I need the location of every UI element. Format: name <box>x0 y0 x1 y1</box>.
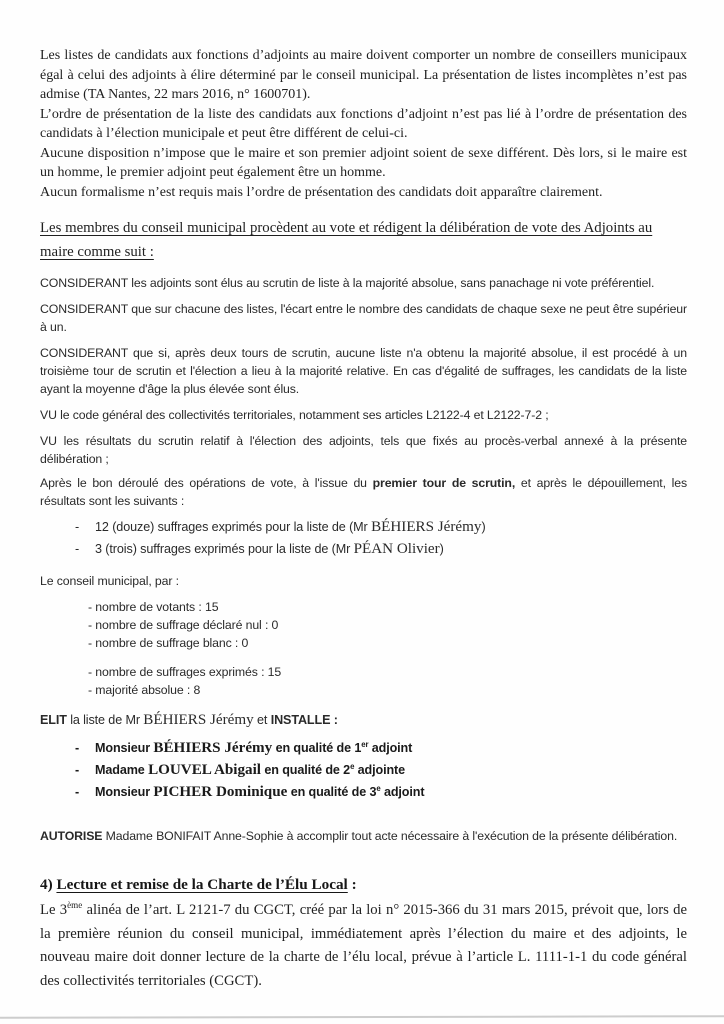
scan-artifact-line <box>0 1015 724 1018</box>
adjoints-list <box>40 737 687 803</box>
elit-line <box>40 711 687 729</box>
count-majorite: - majorité absolue : 8 <box>88 683 201 697</box>
adjoint-title: Monsieur <box>95 741 154 755</box>
elected-list-name: BÉHIERS Jérémy <box>143 712 254 728</box>
section-4-heading <box>40 875 687 895</box>
adjoint-item-2 <box>40 759 687 781</box>
count-votants: - nombre de votants : 15 <box>88 600 219 614</box>
final-pre: Le 3 <box>40 902 68 918</box>
results-intro-bold: premier tour de scrutin, <box>372 476 516 490</box>
result-text-pre: 12 (douze) suffrages exprimés pour la liste de (Mr <box>95 520 372 534</box>
intro-paragraph-2: L’ordre de présentation de la liste des candidats aux fonctions d’adjoint n’est pas lié à l’ordre de présentation des candidats à l’élection municipale et peut être différent de celui-ci. <box>40 106 687 141</box>
considerant-paragraph-1: CONSIDERANT les adjoints sont élus au scrutin de liste à la majorité absolue, sans panachage ni vote préférentiel. <box>40 276 655 290</box>
autorise-rest: Madame BONIFAIT Anne-Sophie à accomplir tout acte nécessaire à l'exécution de la présente délibération. <box>102 829 678 843</box>
vote-deliberation-heading: Les membres du conseil municipal procèdent au vote et rédigent la délibération de vote des Adjoints au maire comme suit : <box>40 220 653 260</box>
vu-paragraph-2: VU les résultats du scrutin relatif à l'élection des adjoints, tels que fixés au procès-verbal annexé à la présente délibération ; <box>40 434 687 466</box>
adjoint-mid: en qualité de 2 <box>261 763 351 777</box>
ordinal-superscript: e <box>350 761 355 771</box>
document-content <box>40 46 687 993</box>
adjoint-title: Madame <box>95 763 149 777</box>
conseil-municipal-par-line: Le conseil municipal, par : <box>40 574 179 588</box>
elit-verb: ELIT <box>40 713 67 727</box>
section-number: 4) <box>40 876 57 893</box>
list-dash-marker: - <box>75 785 80 799</box>
list-dash-marker: - <box>75 741 80 755</box>
intro-paragraphs <box>40 46 687 202</box>
candidate-name: PÉAN Olivier <box>353 541 440 557</box>
adjoint-name: LOUVEL Abigail <box>148 762 261 778</box>
list-dash-marker: - <box>75 542 80 556</box>
considerant-paragraph-3: CONSIDERANT que si, après deux tours de scrutin, aucune liste n'a obtenu la majorité absolue, il est procédé à un troisième tour de scrutin et l'élection a lieu à la majorité relative. En cas d'égalité de suffrages, les candidats de la liste ayant la moyenne d'âge la plus élevée sont élus. <box>40 346 687 396</box>
elit-mid2: et <box>253 713 271 727</box>
considerant-paragraph-2: CONSIDERANT que sur chacune des listes, l'écart entre le nombre des candidats de chaque sexe ne peut être supérieur à un. <box>40 302 687 334</box>
adjoint-item-1 <box>40 737 687 759</box>
final-rest: alinéa de l’art. L 2121-7 du CGCT, créé par la loi n° 2015-366 du 31 mars 2015, prévoit que, lors de la première réunion du conseil municipal, immédiatement après l’élection du maire et des adjoints, le nouveau maire doit donner lecture de la charte de l’élu local, prévue à l’article L. 1111-1-1 du code général des collectivités territoriales (CGCT). <box>40 902 687 989</box>
count-nul: - nombre de suffrage déclaré nul : 0 <box>88 618 279 632</box>
adjoint-name: BÉHIERS Jérémy <box>153 740 273 756</box>
ordinal-superscript: ème <box>67 900 83 911</box>
result-item-text <box>95 516 486 538</box>
autorise-paragraph <box>40 827 687 845</box>
count-exprimes: - nombre de suffrages exprimés : 15 <box>88 665 282 679</box>
ordinal-superscript: e <box>376 783 381 793</box>
adjoint-name: PICHER Dominique <box>153 784 288 800</box>
adjoint-item-text <box>95 737 412 759</box>
adjoint-item-text <box>95 759 405 781</box>
list-dash-marker: - <box>75 763 80 777</box>
adjoint-title: Monsieur <box>95 785 154 799</box>
section-title: Lecture et remise de la Charte de l’Élu Local <box>56 876 348 893</box>
charte-elu-local-paragraph <box>40 899 687 993</box>
vu-paragraph-1: VU le code général des collectivités territoriales, notamment ses articles L2122-4 et L2122-7-2 ; <box>40 408 549 422</box>
intro-paragraph-1: Les listes de candidats aux fonctions d’adjoints au maire doivent comporter un nombre de conseillers municipaux égal à celui des adjoints à élire déterminé par le conseil municipal. La présentation de listes incomplètes n’est pas admise (TA Nantes, 22 mars 2016, n° 1600701). <box>40 48 687 102</box>
result-item-text <box>95 538 444 560</box>
result-item-2 <box>40 538 687 560</box>
adjoint-post: adjoint <box>368 741 413 755</box>
result-text-post: ) <box>481 520 486 534</box>
elit-mid1: la liste de Mr <box>66 713 144 727</box>
adjoint-mid: en qualité de 3 <box>287 785 377 799</box>
result-text-post: ) <box>439 542 444 556</box>
adjoint-item-text <box>95 781 424 803</box>
list-dash-marker: - <box>75 520 80 534</box>
installe-verb: INSTALLE : <box>270 713 338 727</box>
adjoint-item-3 <box>40 781 687 803</box>
ordinal-superscript: er <box>361 739 369 749</box>
results-intro-pre: Après le bon déroulé des opérations de vote, à l'issue du <box>40 476 373 490</box>
intro-paragraph-3: Aucune disposition n’impose que le maire et son premier adjoint soient de sexe différent. Dès lors, si le maire est un homme, le premier adjoint peut également être un homme. <box>40 145 687 180</box>
count-blanc: - nombre de suffrage blanc : 0 <box>88 636 249 650</box>
section-colon: : <box>347 876 357 893</box>
vote-counts-group-1 <box>40 598 687 652</box>
results-list <box>40 516 687 560</box>
adjoint-mid: en qualité de 1 <box>272 741 362 755</box>
adjoint-post: adjoint <box>380 785 425 799</box>
result-text-pre: 3 (trois) suffrages exprimés pour la liste de (Mr <box>95 542 354 556</box>
vote-counts-group-2 <box>40 663 687 699</box>
candidate-name: BÉHIERS Jérémy <box>371 519 482 535</box>
autorise-verb: AUTORISE <box>40 829 103 843</box>
results-intro-paragraph <box>40 474 687 510</box>
result-item-1 <box>40 516 687 538</box>
intro-paragraph-4: Aucun formalisme n’est requis mais l’ordre de présentation des candidats doit apparaître clairement. <box>40 184 603 200</box>
results-intro-post: et après le dépouillement, les résultats sont les suivants : <box>40 476 687 508</box>
adjoint-post: adjointe <box>354 763 405 777</box>
